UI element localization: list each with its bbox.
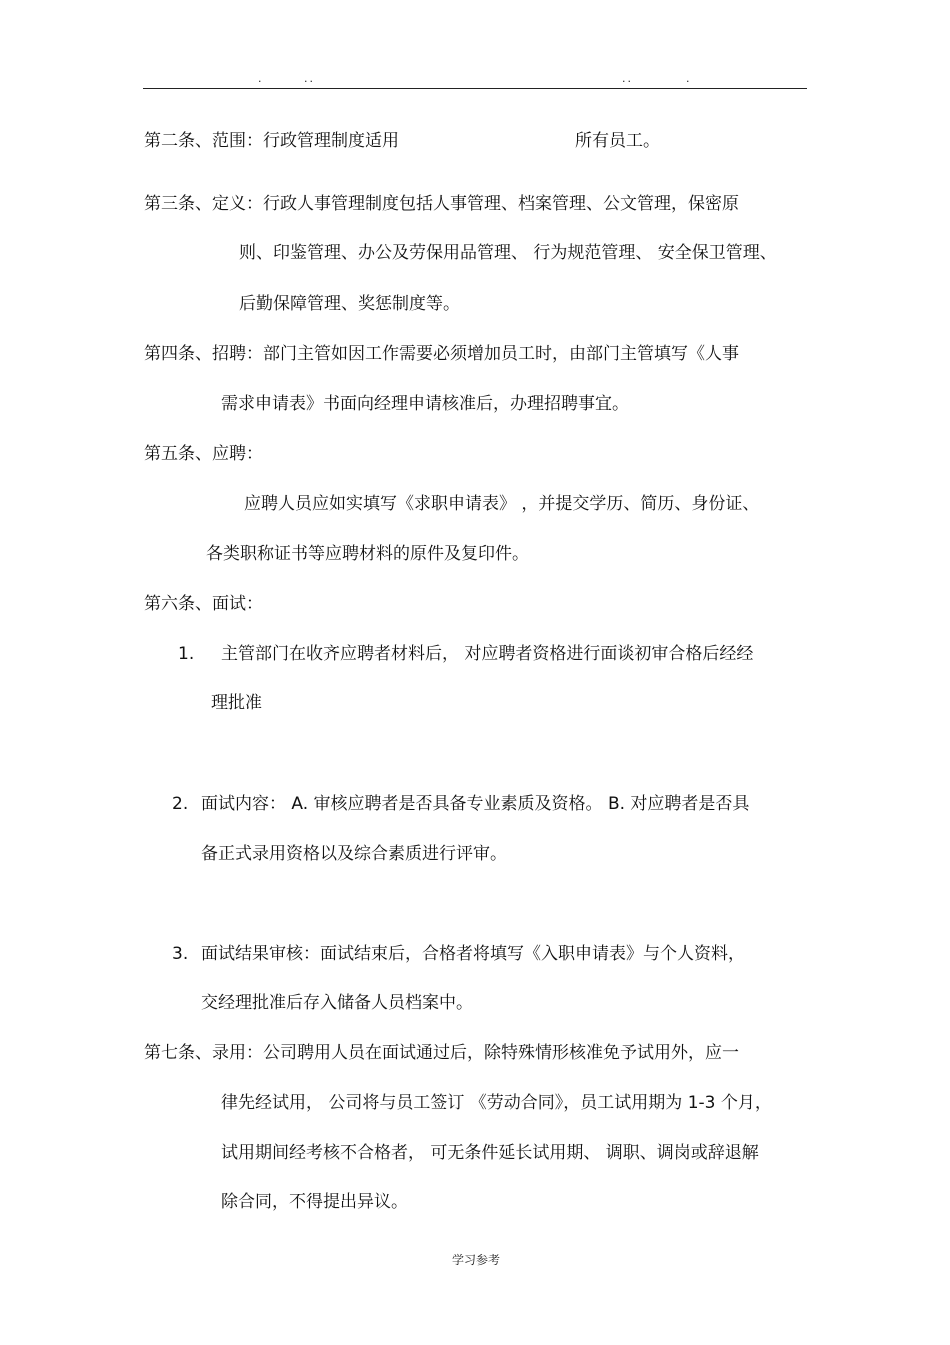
article-6-title: 第六条、面试： [144,594,263,614]
article-4-line: 第四条、招聘：部门主管如因工作需要必须增加员工时，由部门主管填写《人事 [144,344,739,364]
article-7-line: 第七条、录用：公司聘用人员在面试通过后，除特殊情形核准免予试用外，应一 [144,1043,739,1063]
article-5-title: 第五条、应聘： [144,444,263,464]
article-6-item-line: 理批准 [211,693,262,713]
page-footer: 学习参考 [452,1253,501,1267]
article-5-line: 应聘人员应如实填写《求职申请表》 ，并提交学历、简历、身份证、 [244,494,760,514]
article-7-line: 除合同，不得提出异议。 [221,1192,408,1212]
article-6-item-line: 备正式录用资格以及综合素质进行评审。 [201,844,507,864]
header-rule [143,88,807,89]
article-6-item-line: 面试结果审核：面试结束后，合格者将填写《入职申请表》与个人资料， [201,944,745,964]
header-dot-mark: .. [304,72,315,85]
list-item-number: 3. [172,944,189,964]
article-3-line: 第三条、定义：行政人事管理制度包括人事管理、档案管理、公文管理，保密原 [144,194,739,214]
article-2-title: 第二条、范围：行政管理制度适用 [144,131,399,151]
article-4-line: 需求申请表》书面向经理申请核准后，办理招聘事宜。 [221,394,629,414]
article-3-line: 后勤保障管理、奖惩制度等。 [239,294,460,314]
article-5-line: 各类职称证书等应聘材料的原件及复印件。 [206,544,529,564]
article-7-line: 律先经试用， 公司将与员工签订 《劳动合同》，员工试用期为 1-3 个月， [221,1093,772,1113]
header-dot-mark: . [258,72,264,85]
list-item-number: 2. [172,794,189,814]
header-dot-mark: . [686,72,692,85]
article-3-line: 则、印鉴管理、办公及劳保用品管理、 行为规范管理、 安全保卫管理、 [239,243,777,263]
article-6-item-line: 交经理批准后存入储备人员档案中。 [201,993,473,1013]
article-7-line: 试用期间经考核不合格者， 可无条件延长试用期、 调职、调岗或辞退解 [221,1143,759,1163]
article-6-item-line: 面试内容： A. 审核应聘者是否具备专业素质及资格。 B. 对应聘者是否具 [201,794,750,814]
article-2-tail: 所有员工。 [575,131,660,151]
header-dot-mark: .. [622,72,633,85]
list-item-number: 1. [178,644,195,664]
article-6-item-line: 主管部门在收齐应聘者材料后， 对应聘者资格进行面谈初审合格后经经 [221,644,754,664]
